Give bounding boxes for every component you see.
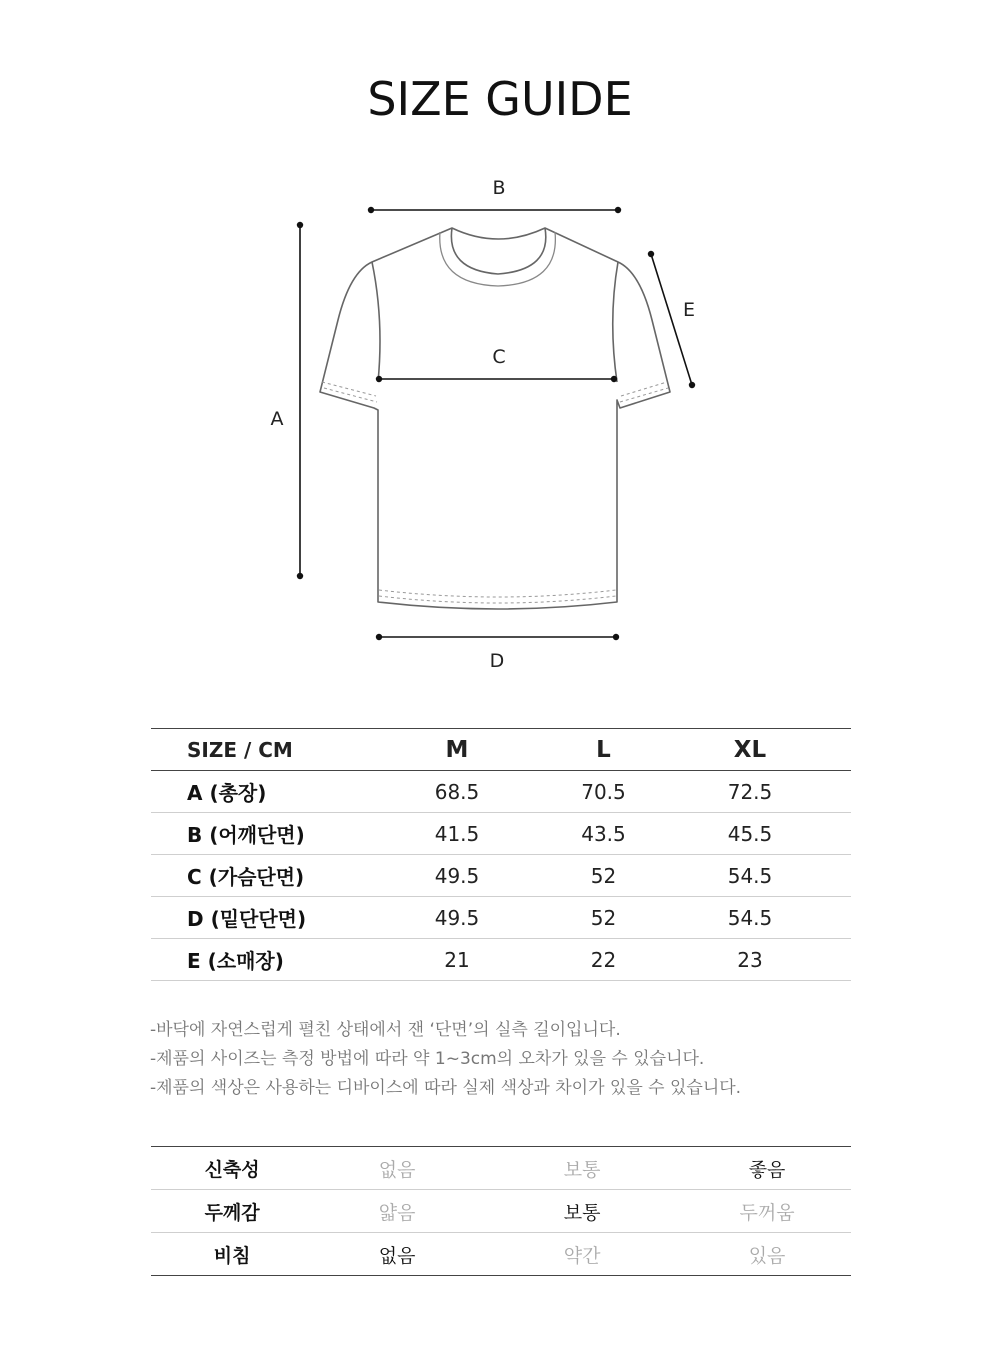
notes [150, 1016, 870, 1103]
size-table-header [151, 729, 851, 771]
table-row [151, 897, 851, 939]
row-label: B (어깨단면) [151, 813, 420, 855]
dimension-b [368, 177, 621, 213]
table-cell: 52 [494, 855, 713, 897]
table-row [151, 813, 851, 855]
table-cell: 41.5 [420, 813, 494, 855]
size-table [151, 728, 851, 981]
table-row [151, 771, 851, 813]
note-line: -제품의 색상은 사용하는 디바이스에 따라 실제 색상과 차이가 있을 수 있습니다. [150, 1078, 742, 1098]
spacer-cell [787, 855, 851, 897]
table-row [151, 855, 851, 897]
spacer-cell [787, 729, 851, 771]
fabric-option-selected: 좋음 [683, 1147, 851, 1190]
fabric-row-thickness [151, 1190, 851, 1233]
table-cell: 49.5 [420, 897, 494, 939]
table-cell: 70.5 [494, 771, 713, 813]
spacer-cell [787, 939, 851, 981]
dimension-c [376, 346, 617, 382]
dimension-d-label: D [489, 650, 505, 672]
dimension-e [648, 251, 695, 388]
fabric-option: 있음 [748, 1244, 786, 1267]
row-label: C (가슴단면) [151, 855, 420, 897]
fabric-option-selected: 보통 [481, 1190, 683, 1233]
dimension-a-label: A [270, 408, 284, 430]
table-cell: 45.5 [713, 813, 787, 855]
fabric-row-label: 신축성 [151, 1147, 313, 1190]
dimension-c-label: C [492, 346, 506, 368]
size-l-header: L [494, 729, 713, 771]
tshirt-outline [320, 228, 670, 609]
table-cell: 43.5 [494, 813, 713, 855]
table-cell: 54.5 [713, 855, 787, 897]
dimension-a [271, 222, 304, 579]
fabric-option-selected: 없음 [378, 1244, 416, 1267]
spacer-cell [787, 813, 851, 855]
row-label: E (소매장) [151, 939, 420, 981]
fabric-option: 두꺼움 [683, 1190, 851, 1233]
spacer-cell [787, 897, 851, 939]
fabric-row-stretch [151, 1147, 851, 1190]
fabric-row-label: 두께감 [151, 1190, 313, 1233]
dimension-d [376, 634, 619, 672]
table-cell: 72.5 [713, 771, 787, 813]
fabric-row-sheerness [151, 1233, 851, 1276]
size-xl-header: XL [713, 729, 787, 771]
dimension-b-label: B [492, 177, 506, 199]
table-cell: 21 [420, 939, 494, 981]
row-label: A (총장) [151, 771, 420, 813]
table-row [151, 939, 851, 981]
row-label: D (밑단단면) [151, 897, 420, 939]
table-cell: 49.5 [420, 855, 494, 897]
fabric-option: 얇음 [313, 1190, 481, 1233]
fabric-option: 약간 [563, 1244, 601, 1267]
note-line: -바닥에 자연스럽게 펼친 상태에서 잰 ‘단면’의 실측 길이입니다. [150, 1020, 621, 1040]
fabric-row-label: 비침 [213, 1244, 251, 1267]
table-cell: 22 [494, 939, 713, 981]
fabric-option: 없음 [313, 1147, 481, 1190]
table-cell: 68.5 [420, 771, 494, 813]
table-cell: 23 [713, 939, 787, 981]
size-m-header: M [420, 729, 494, 771]
dimension-e-label: E [682, 299, 696, 321]
table-cell: 54.5 [713, 897, 787, 939]
size-unit-header: SIZE / CM [151, 729, 420, 771]
spacer-cell [787, 771, 851, 813]
table-cell: 52 [494, 897, 713, 939]
fabric-option: 보통 [481, 1147, 683, 1190]
fabric-table [151, 1146, 851, 1276]
tshirt-measurement-diagram [0, 150, 1000, 680]
page-title: SIZE GUIDE [367, 72, 633, 126]
note-line: -제품의 사이즈는 측정 방법에 따라 약 1~3cm의 오차가 있을 수 있습니다. [150, 1049, 705, 1069]
